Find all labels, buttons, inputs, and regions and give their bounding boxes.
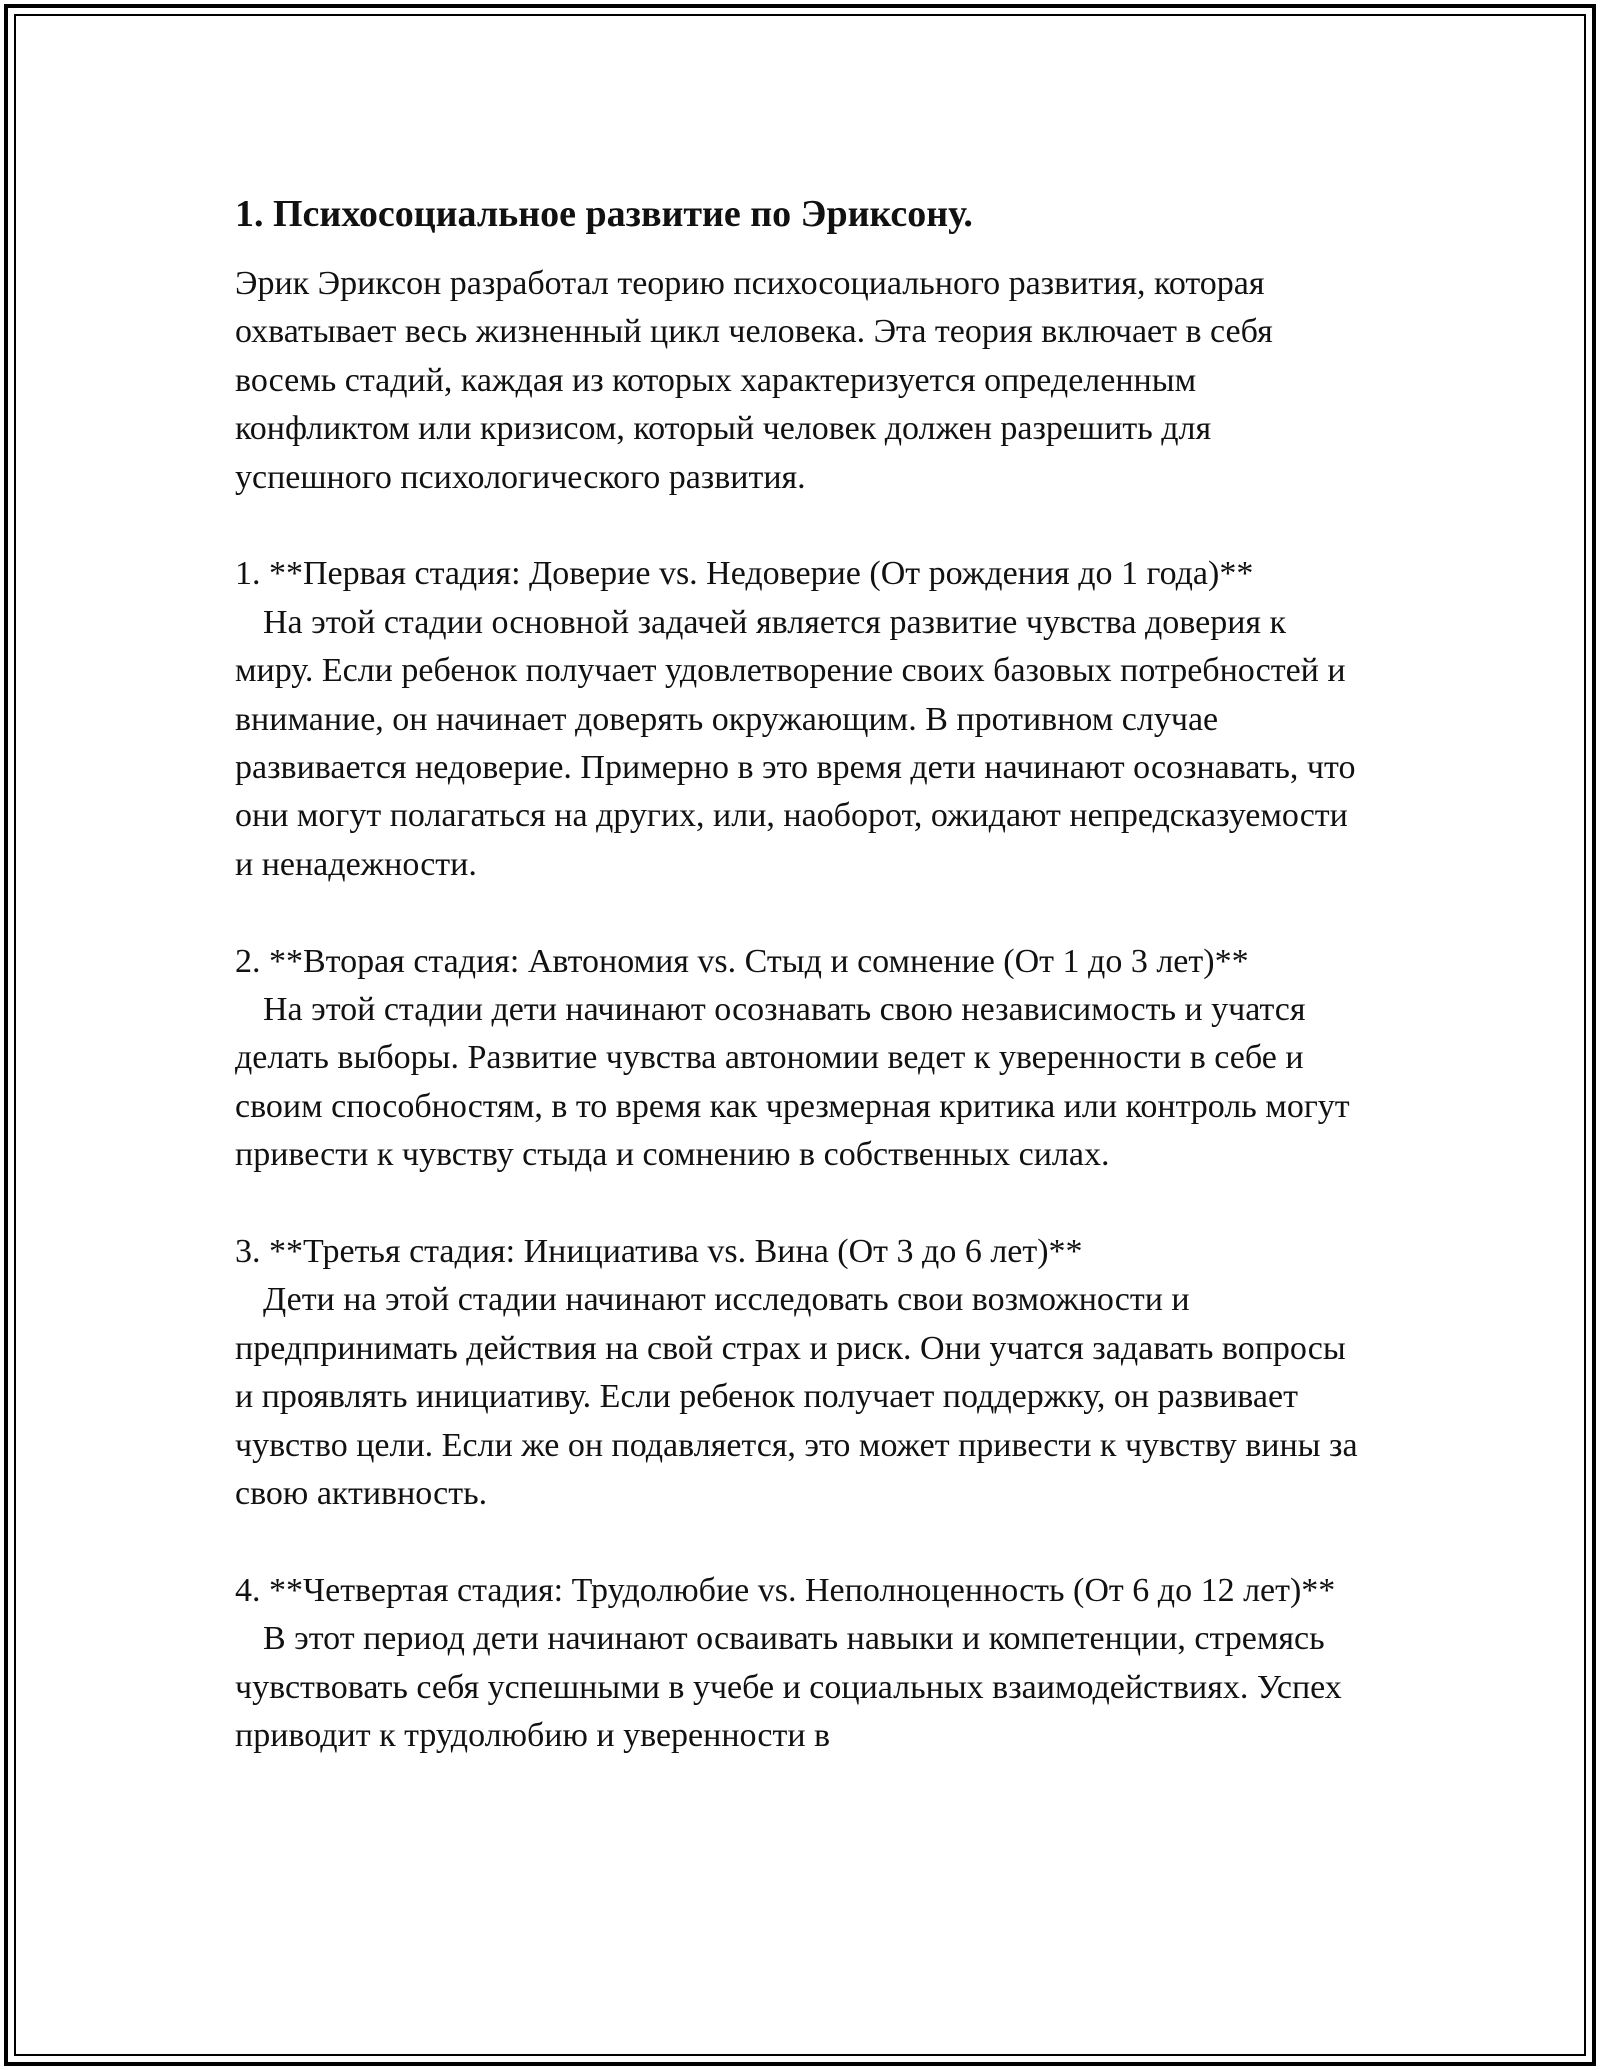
stage-section-3 <box>235 1228 1365 1518</box>
stage-heading: 1. **Первая стадия: Доверие vs. Недоверие (От рождения до 1 года)** <box>235 555 1254 593</box>
stage-description: Дети на этой стадии начинают исследовать свои возможности и предпринимать действия на свой страх и риск. Они учатся задавать вопросы и проявлять инициативу. Если ребенок получает поддержку, он развивает чувство цели. Если же он подавляется, это может привести к чувству вины за свою активность. <box>235 1281 1358 1513</box>
stage-description: В этот период дети начинают осваивать навыки и компетенции, стремясь чувствовать себя успешными в учебе и социальных взаимодействиях. Успех приводит к трудолюбию и уверенности в <box>235 1620 1342 1755</box>
stage-section-4 <box>235 1567 1365 1761</box>
stage-description: На этой стадии дети начинают осознавать свою независимость и учатся делать выборы. Развитие чувства автономии ведет к уверенности в себе и своим способностям, в то время как чрезмерная критика или контроль могут привести к чувству стыда и сомнению в собственных силах. <box>235 991 1350 1174</box>
document-body <box>235 190 1365 1809</box>
stage-heading: 3. **Третья стадия: Инициатива vs. Вина (От 3 до 6 лет)** <box>235 1233 1083 1271</box>
page-title: 1. Психосоциальное развитие по Эриксону. <box>235 193 973 235</box>
intro-paragraph: Эрик Эриксон разработал теорию психосоциального развития, которая охватывает весь жизненный цикл человека. Эта теория включает в себя восемь стадий, каждая из которых характеризуется определенным конфликтом или кризисом, который человек должен разрешить для успешного психологического развития. <box>235 265 1273 496</box>
stage-heading: 4. **Четвертая стадия: Трудолюбие vs. Неполноценность (От 6 до 12 лет)** <box>235 1571 1336 1609</box>
stage-heading: 2. **Вторая стадия: Автономия vs. Стыд и сомнение (От 1 до 3 лет)** <box>235 942 1249 980</box>
stage-section-2 <box>235 938 1365 1180</box>
stage-section-1 <box>235 550 1365 889</box>
stage-description: На этой стадии основной задачей является развитие чувства доверия к миру. Если ребенок получает удовлетворение своих базовых потребностей и внимание, он начинает доверять окружающим. В противном случае развивается недоверие. Примерно в это время дети начинают осознавать, что они могут полагаться на других, или, наоборот, ожидают непредсказуемости и ненадежности. <box>235 603 1356 883</box>
